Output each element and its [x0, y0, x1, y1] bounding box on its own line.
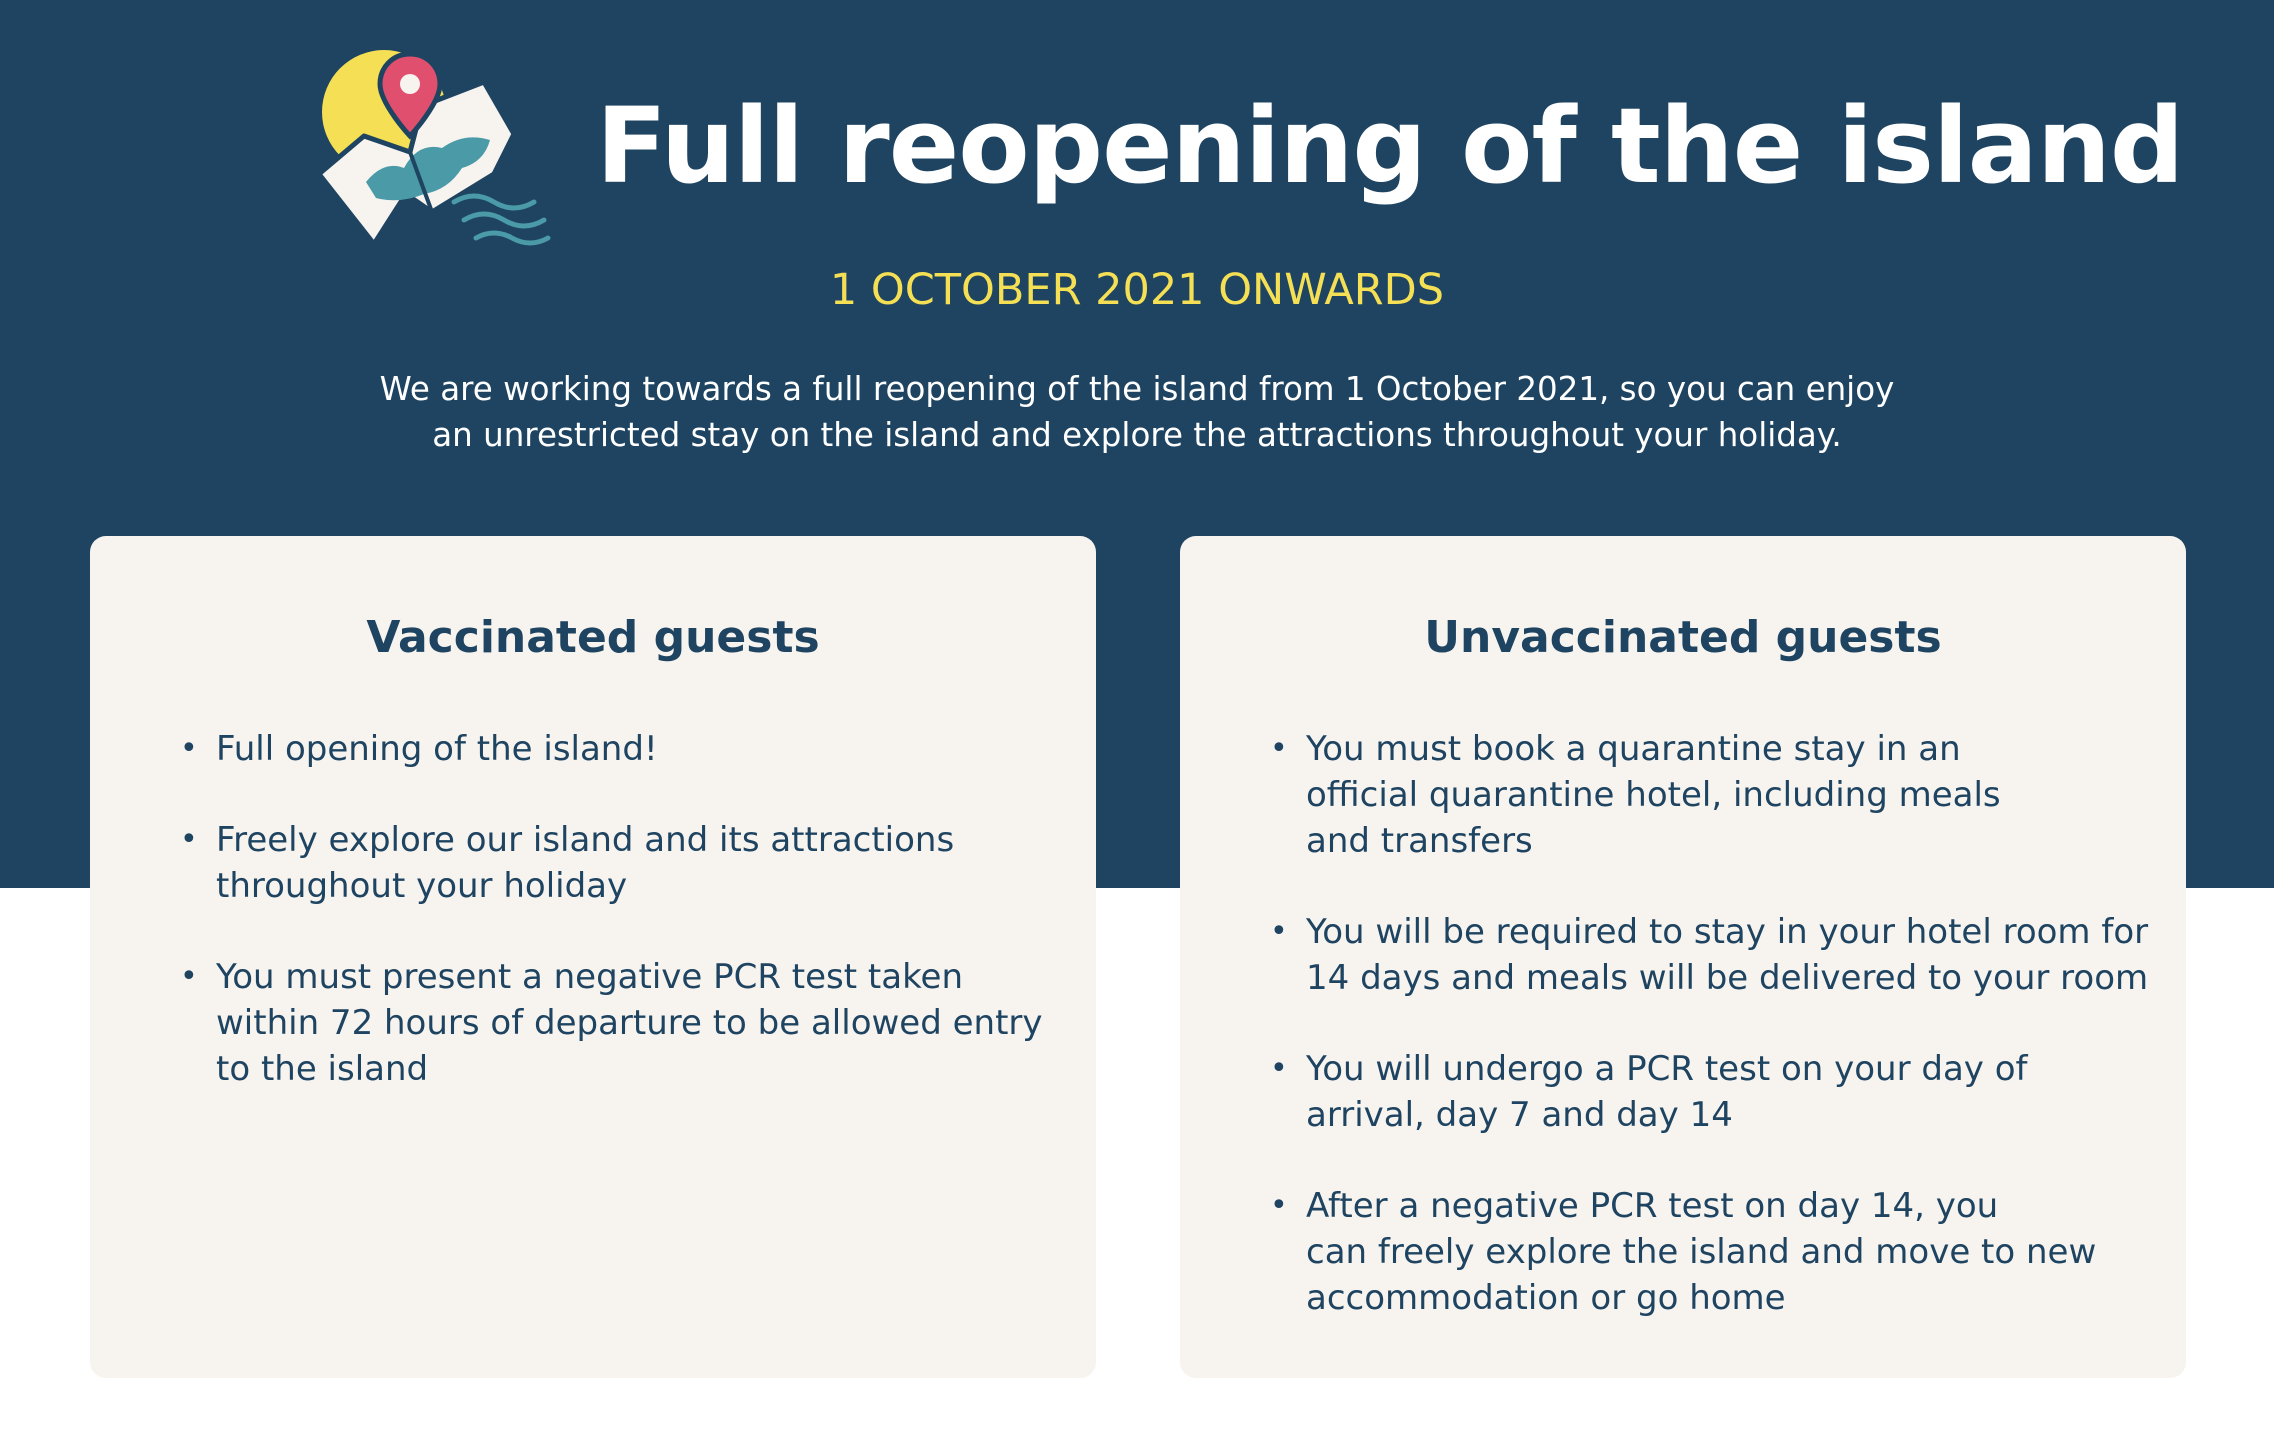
header: [0, 0, 2274, 520]
list-item: [180, 954, 1043, 1092]
vaccinated-rules-list: [180, 726, 1043, 1137]
list-item: [1270, 1046, 2148, 1138]
list-item-line: 14 days and meals will be delivered to your room: [1306, 958, 2149, 998]
list-item: [1270, 1183, 2148, 1321]
list-item-line: accommodation or go home: [1306, 1278, 1786, 1318]
list-item-line: can freely explore the island and move to new: [1306, 1232, 2097, 1272]
vaccinated-guests-card: [90, 536, 1096, 1378]
list-item: [1270, 909, 2148, 1001]
intro-line: We are working towards a full reopening of the island from 1 October 2021, so you can enjoy: [379, 370, 1895, 408]
list-item-line: to the island: [216, 1049, 429, 1089]
list-item-line: official quarantine hotel, including meals: [1306, 775, 2001, 815]
date-subtitle: 1 OCTOBER 2021 ONWARDS: [829, 265, 1445, 315]
list-item-line: within 72 hours of departure to be allowed entry: [216, 1003, 1043, 1043]
unvaccinated-guests-card: [1180, 536, 2186, 1378]
list-item-line: • You must present a negative PCR test taken: [216, 957, 964, 997]
list-item-line: • Freely explore our island and its attractions: [216, 820, 955, 860]
list-item-line: • After a negative PCR test on day 14, you: [1306, 1186, 1999, 1226]
list-item: [180, 817, 1043, 909]
list-item-line: • You will undergo a PCR test on your day of: [1306, 1049, 2028, 1089]
list-item-line: throughout your holiday: [216, 866, 628, 906]
list-item-line: • You must book a quarantine stay in an: [1306, 729, 1961, 769]
card-title: Vaccinated guests: [366, 612, 820, 663]
intro-paragraph: [337, 366, 1937, 458]
intro-line: an unrestricted stay on the island and explore the attractions throughout your holiday.: [432, 416, 1842, 454]
island-map-pin-icon: [314, 44, 554, 254]
unvaccinated-rules-list: [1270, 726, 2148, 1366]
card-title: Unvaccinated guests: [1424, 612, 1942, 663]
page-title: Full reopening of the island: [596, 85, 2184, 207]
list-item: [1270, 726, 2148, 864]
list-item-line: and transfers: [1306, 821, 1533, 861]
list-item: [180, 726, 1043, 772]
list-item-line: • You will be required to stay in your hotel room for: [1306, 912, 2149, 952]
list-item-line: arrival, day 7 and day 14: [1306, 1095, 1733, 1135]
list-item-line: • Full opening of the island!: [216, 729, 658, 769]
